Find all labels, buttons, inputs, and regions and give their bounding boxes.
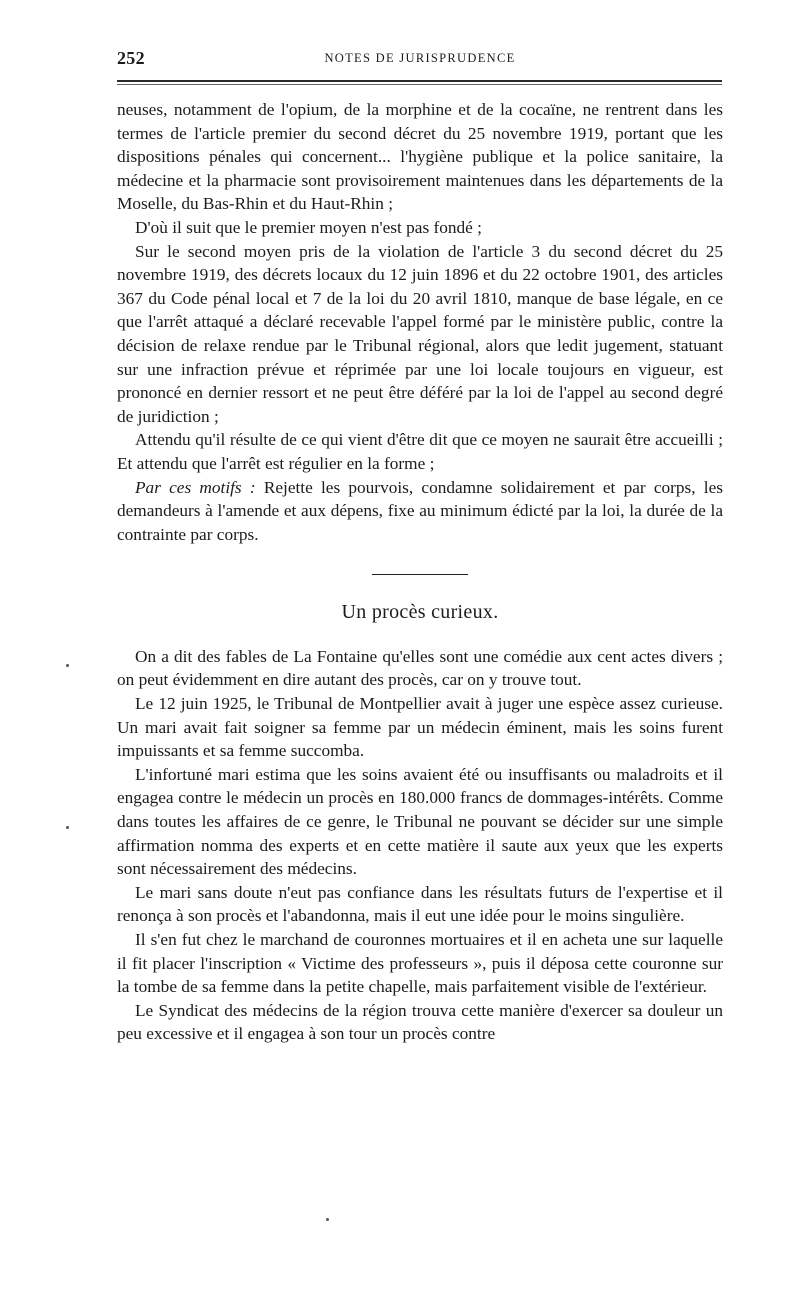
paragraph: Le 12 juin 1925, le Tribunal de Montpellier avait à juger une espèce assez curieuse. Un mari avait fait soigner sa femme par un médecin éminent, mais les soins furent impuissants et sa femme succomba. (117, 694, 723, 761)
paragraph: D'où il suit que le premier moyen n'est pas fondé ; (135, 217, 482, 237)
paragraph-verdict (117, 476, 723, 547)
scan-speck (66, 826, 69, 829)
paragraph: Sur le second moyen pris de la violation de l'article 3 du second décret du 25 novembre 1919, des décrets locaux du 12 juin 1896 et du 22 octobre 1901, des articles 367 du Code pénal local et 7 de la loi du 20 avril 1810, manque de base légale, en ce que l'arrêt attaqué a déclaré recevable l'appel formé par le ministère public, contre la décision de relaxe rendue par le Tribunal régional, alors que ledit jugement, statuant sur une infraction prévue et réprimée par une loi locale toujours en vigueur, est prononcé en dernier ressort et ne peut être déféré par la loi de l'appel au second degré de juridiction ; (117, 241, 723, 426)
paragraph: L'infortuné mari estima que les soins avaient été ou insuffisants ou maladroits et il engagea contre le médecin un procès en 180.000 francs de dommages-intérêts. Comme dans toutes les affaires de ce genre, le Tribunal ne pouvant se décider sur une simple affirmation nomma des experts et en cette matière il saute aux yeux que les experts sont nécessairement des médecins. (117, 764, 723, 879)
header-rule-thin (117, 84, 722, 85)
running-head: NOTES DE JURISPRUDENCE (324, 51, 516, 65)
scan-speck (326, 1218, 329, 1221)
paragraph: neuses, notamment de l'opium, de la morphine et de la cocaïne, ne rentrent dans les termes de l'article premier du second décret du 25 novembre 1919, portant que les dispositions pénales qui concernent... l'hygiène publique et la police sanitaire, la médecine et la pharmacie sont provisoirement maintenues dans les départements de la Moselle, du Bas-Rhin et du Haut-Rhin ; (117, 100, 723, 214)
section-separator (372, 574, 468, 575)
paragraph: Le mari sans doute n'eut pas confiance dans les résultats futurs de l'expertise et il renonça à son procès et l'abandonna, mais il eut une idée pour le moins singulière. (117, 882, 723, 926)
paragraph: Il s'en fut chez le marchand de couronnes mortuaires et il en acheta une sur laquelle il fit placer l'inscription « Victime des professeurs », puis il déposa cette couronne sur la tombe de sa femme dans la petite chapelle, mais parfaitement visible de l'extérieur. (117, 930, 723, 997)
page-header (117, 48, 723, 74)
page-body (117, 98, 723, 1046)
paragraph: On a dit des fables de La Fontaine qu'elles sont une comédie aux cent actes divers ; on peut évidemment en dire autant des procès, car on y trouve tout. (117, 646, 723, 690)
header-rule (117, 80, 722, 82)
section-title: Un procès curieux. (341, 601, 499, 624)
paragraph: Attendu qu'il résulte de ce qui vient d'être dit que ce moyen ne saurait être accueilli ; Et attendu que l'arrêt est régulier en la forme ; (117, 430, 723, 473)
page-number: 252 (117, 48, 145, 68)
verdict-text: Rejette les pourvois, condamne solidairement et par corps, les demandeurs à l'amende et aux dépens, fixe au minimum édicté par la loi, la durée de la contrainte par corps. (117, 477, 724, 544)
verdict-lead: Par ces motifs : (135, 477, 256, 497)
scan-speck (66, 664, 69, 667)
paragraph: Le Syndicat des médecins de la région trouva cette manière d'exercer sa douleur un peu excessive et il engagea à son tour un procès contre (117, 1000, 723, 1044)
